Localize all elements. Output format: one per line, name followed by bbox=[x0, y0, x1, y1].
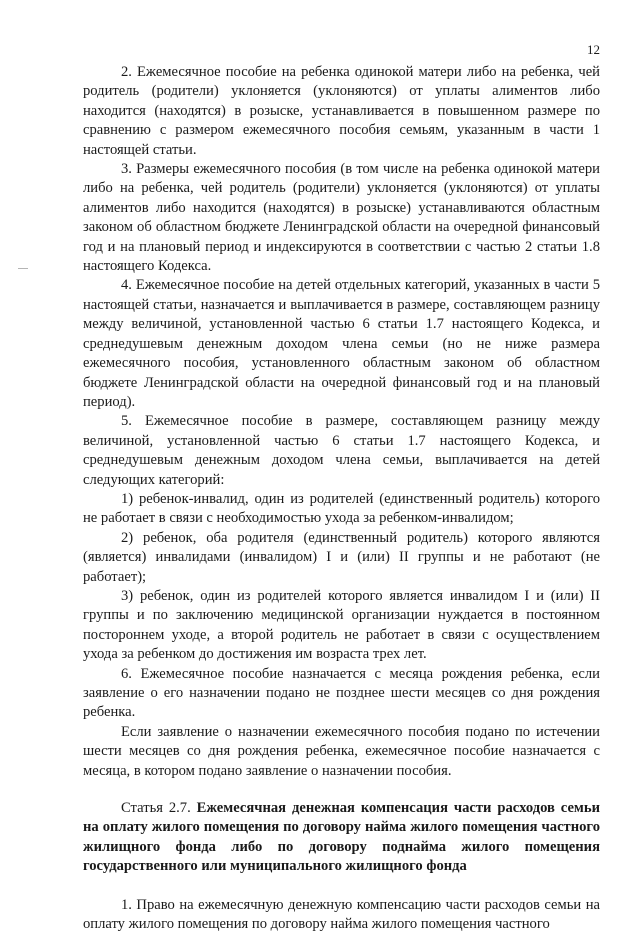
paragraph-part-3: 3. Размеры ежемесячного пособия (в том числе на ребенка одинокой матери либо на ребенка, чей родитель (родители) уклоняется (уклоняются) от уплаты алиментов либо находится (находятся) в розыске) устанавливаются областным законом об областном бюджете Ленинградской области на очередной финансовый год и на плановый период и индексируются в соответствии с частью 2 статьи 1.8 настоящего Кодекса. bbox=[83, 161, 600, 275]
list-item-2: 2) ребенок, оба родителя (единственный родитель) которого являются (является) инвалидами (инвалидом) I и (или) II группы и не работают (не работает); bbox=[83, 529, 600, 585]
paragraph-part-2: 2. Ежемесячное пособие на ребенка одинокой матери либо на ребенка, чей родитель (родители) уклоняется (уклоняются) от уплаты алиментов либо находится (находятся) в розыске, устанавливается в повышенном размере по сравнению с размером ежемесячного пособия семьям, указанным в части 1 настоящей статьи. bbox=[83, 64, 600, 158]
page-number: 12 bbox=[587, 42, 600, 57]
article-paragraph-1: 1. Право на ежемесячную денежную компенсацию части расходов семьи на оплату жилого помещения по договору найма жилого помещения частного bbox=[83, 896, 600, 933]
paragraph-part-6: 6. Ежемесячное пособие назначается с месяца рождения ребенка, если заявление о его назначении подано не позднее шести месяцев со дня рождения ребенка. bbox=[83, 665, 600, 721]
paragraph-part-4: 4. Ежемесячное пособие на детей отдельных категорий, указанных в части 5 настоящей статьи, назначается и выплачивается в размере, составляющем разницу между величиной, установленной частью 6 статьи 1.7 настоящего Кодекса, и среднедушевым денежным доходом члена семьи (но не ниже размера ежемесячного пособия, установленного областным законом об областном бюджете Ленинградской области на очередной финансовый год и на плановый период). bbox=[83, 277, 600, 410]
list-item-1: 1) ребенок-инвалид, один из родителей (единственный родитель) которого не работает в связи с необходимостью ухода за ребенком-инвалидом; bbox=[83, 490, 600, 527]
article-label: Статья 2.7. bbox=[121, 800, 191, 817]
document-body bbox=[83, 63, 600, 934]
margin-mark bbox=[18, 268, 28, 269]
article-title: Ежемесячная денежная компенсация части расходов семьи на оплату жилого помещения по договору найма жилого помещения частного жилищного фонда либо по договору поднайма жилого помещения государственного или муниципального жилищного фонда bbox=[83, 800, 600, 875]
paragraph-part-5: 5. Ежемесячное пособие в размере, составляющем разницу между величиной, установленной частью 6 статьи 1.7 настоящего Кодекса, и среднедушевым денежным доходом члена семьи, выплачивается на детей следующих категорий: bbox=[83, 413, 600, 488]
article-heading bbox=[83, 799, 600, 877]
list-item-3: 3) ребенок, один из родителей которого является инвалидом I и (или) II группы и по заключению медицинской организации нуждается в постоянном постороннем уходе, а второй родитель не работает в связи с осуществлением ухода за ребенком до достижения им возраста трех лет. bbox=[83, 587, 600, 663]
paragraph-late-application: Если заявление о назначении ежемесячного пособия подано по истечении шести месяцев со дня рождения ребенка, ежемесячное пособие назначается с месяца, в котором подано заявление о назначении пособия. bbox=[83, 723, 600, 779]
